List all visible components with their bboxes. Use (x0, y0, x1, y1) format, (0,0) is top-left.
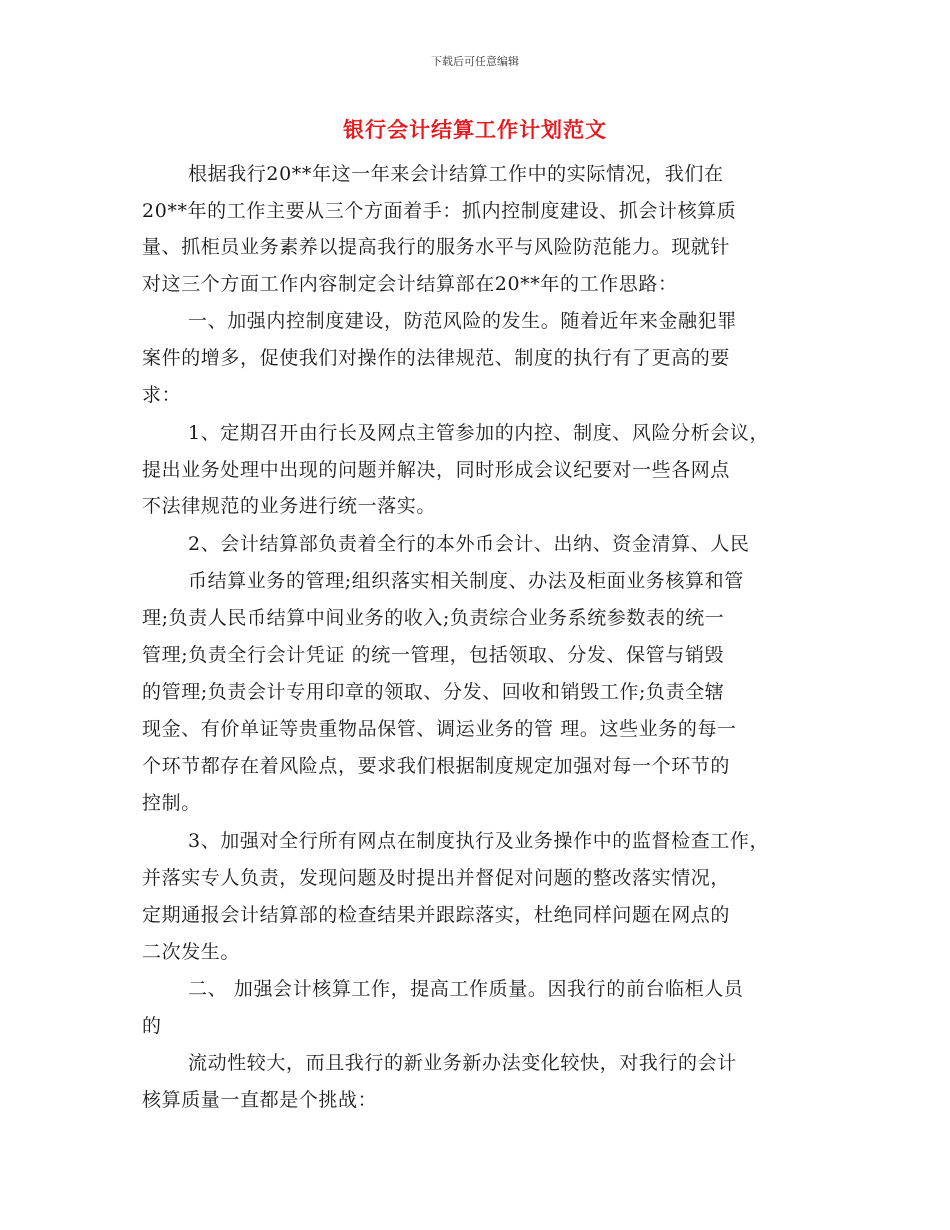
body-line: 现金、有价单证等贵重物品保管、调运业务的管 理。这些业务的每一 (142, 718, 737, 740)
body-line: 3、加强对全行所有网点在制度执行及业务操作中的监督检查工作， (188, 830, 770, 852)
body-line: 提出业务处理中出现的问题并解决，同时形成会议纪要对一些各网点 (142, 459, 731, 481)
body-line: 不法律规范的业务进行统一落实。 (142, 495, 437, 517)
body-line: 2、会计结算部负责着全行的本外币会计、出纳、资金清算、人民 (188, 533, 750, 555)
body-line: 流动性较大，而且我行的新业务新办法变化较快，对我行的会计 (188, 1052, 737, 1074)
body-line: 一、加强内控制度建设，防范风险的发生。随着近年来金融犯罪 (188, 310, 737, 332)
page-header-note: 下载后可任意编辑 (431, 55, 519, 68)
body-line: 定期通报会计结算部的检查结果并跟踪落实，杜绝同样问题在网点的 (142, 904, 731, 926)
body-line: 20**年的工作主要从三个方面着手：抓内控制度建设、抓会计核算质 (142, 200, 737, 222)
body-line: 求： (142, 384, 182, 406)
body-line: 并落实专人负责，发现问题及时提出并督促对问题的整改落实情况， (142, 867, 731, 889)
body-line: 二、 加强会计核算工作，提高工作质量。因我行的前台临柜人员 (188, 978, 744, 1000)
body-line: 控制。 (142, 792, 201, 814)
body-line: 量、抓柜员业务素养以提高我行的服务水平与风险防范能力。现就针 (142, 236, 731, 258)
body-line: 理;负责人民币结算中间业务的收入;负责综合业务系统参数表的统一 (142, 607, 725, 629)
body-line: 案件的增多，促使我们对操作的法律规范、制度的执行有了更高的要 (142, 347, 731, 369)
body-line: 的管理;负责会计专用印章的领取、分发、回收和销毁工作;负责全辖 (142, 681, 725, 703)
body-line: 核算质量一直都是个挑战： (142, 1089, 378, 1111)
body-line: 管理;负责全行会计凭证 的统一管理，包括领取、分发、保管与销毁 (142, 644, 725, 666)
document-title: 银行会计结算工作计划范文 (343, 117, 607, 142)
body-line: 个环节都存在着风险点，要求我们根据制度规定加强对每一个环节的 (142, 755, 731, 777)
body-line: 对这三个方面工作内容制定会计结算部在20**年的工作思路： (142, 273, 678, 295)
body-line: 根据我行20**年这一年来会计结算工作中的实际情况，我们在 (188, 163, 724, 185)
body-line: 二次发生。 (142, 941, 241, 963)
body-line: 的 (142, 1015, 162, 1037)
body-line: 1、定期召开由行长及网点主管参加的内控、制度、风险分析会议， (188, 422, 770, 444)
body-line: 币结算业务的管理;组织落实相关制度、办法及柜面业务核算和管 (188, 570, 744, 592)
